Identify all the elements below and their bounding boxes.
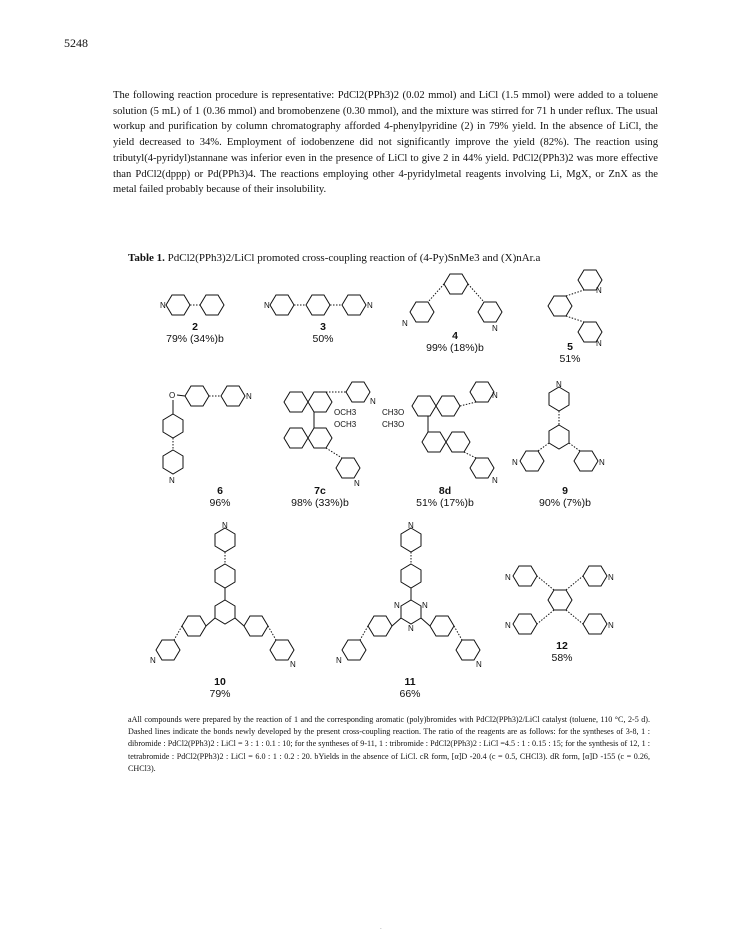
compound-yield: 50% — [312, 333, 334, 345]
atom-label: N — [394, 601, 400, 610]
structure-11 — [336, 522, 486, 672]
compound-4-caption — [410, 330, 500, 354]
atom-label: CH3O — [382, 420, 405, 429]
compound-yield: 90% (7%)b — [539, 497, 591, 509]
atom-label: N — [492, 476, 498, 485]
compound-number: 8d — [438, 485, 452, 497]
atom-label: N — [512, 458, 518, 467]
atom-label: N — [354, 479, 360, 488]
structure-2 — [158, 285, 238, 325]
structure-8 — [382, 382, 502, 490]
atom-label: N — [492, 324, 498, 333]
atom-label: OCH3 — [334, 420, 357, 429]
atom-label: N — [556, 380, 562, 389]
compound-10-caption — [190, 676, 250, 700]
compound-7-caption — [270, 485, 370, 509]
atom-label: N — [476, 660, 482, 669]
table-footnote: aAll compounds were prepared by the reaction of 1 and the corresponding aromatic (poly)bromides with PdCl2(PPh3)2/LiCl catalyst (toluene, 110 °C, 2-5 d). Dashed lines indicate the bonds newly developed by the present cross-coupling reaction. The ratio of the reagents are as follows: for the syntheses of 3-8, 1 : dibromide : PdCl2(PPh3)2 : LiCl = 3 : 1 : 0.1 : 10; for the syntheses of 9-11, 1 : tribromide : PdCl2(PPh3)2 : LiCl =4.5 : 1 : 0.15 : 15; for the synthesis of 12, 1 : tetrabromide : PdCl2(PPh3)2 : LiCl = 6.0 : 1 : 0.2 : 20. bYields in the absence of LiCl. cR form, [α]D -20.4 (c = 0.5, CHCl3). dR form, [α]D -155 (c = 0.26, CHCl3). — [128, 715, 650, 773]
page-number: 5248 — [64, 36, 88, 50]
structure-9 — [512, 380, 622, 483]
atom-label: N — [169, 476, 175, 485]
atom-label: N — [370, 397, 376, 406]
compound-yield: 96% — [209, 497, 231, 509]
compound-yield: 99% (18%)b — [426, 342, 484, 354]
atom-label: N — [608, 573, 614, 582]
compound-yield: 79% — [209, 688, 231, 700]
table-label: Table 1. — [128, 252, 165, 264]
atom-label: N — [367, 301, 373, 310]
body-paragraph: The following reaction procedure is representative: PdCl2(PPh3)2 (0.02 mmol) and LiCl (1.5 mmol) were added to a toluene solution (5 mL) of 1 (0.36 mmol) and bromobenzene (0.30 mmol), and the mixture was stirred for 71 h under reflux. The usual workup and purification by column chromatography afforded 4-phenylpyridine (2) in 79% yield. In the absence of LiCl, the yield decreased to 34%. Employment of iodobenzene did not significantly improve the yield (82%). The reaction using tributyl(4-pyridyl)stannane was inferior even in the presence of LiCl to give 2 in 44% yield. PdCl2(PPh3)2 was more effective than PdCl2(dppp) or Pd(PPh3)4. The reactions employing other 4-pyridylmetal reagents involving Li, MgX, or ZnX as the metal failed probably because of their insolubility. — [113, 90, 658, 196]
structure-10 — [150, 522, 300, 672]
atom-label: O — [169, 391, 176, 400]
atom-label: N — [336, 656, 342, 665]
atom-label: N — [596, 286, 602, 295]
atom-label: N — [408, 624, 414, 633]
compound-number: 3 — [320, 321, 326, 333]
atom-label: N — [492, 391, 498, 400]
atom-label: CH3O — [382, 408, 405, 417]
atom-label: N — [408, 521, 414, 530]
compound-9-caption — [520, 485, 610, 509]
compound-number: 11 — [404, 676, 416, 688]
compound-5-caption — [540, 341, 600, 365]
compound-12-caption — [532, 640, 592, 664]
compound-2-caption — [150, 321, 240, 345]
atom-label: N — [264, 301, 270, 310]
atom-label: N — [599, 458, 605, 467]
atom-label: N — [608, 621, 614, 630]
atom-label: N — [402, 319, 408, 328]
compound-number: 12 — [556, 640, 568, 652]
compound-number: 9 — [562, 485, 568, 497]
compound-yield: 51% — [559, 353, 581, 365]
structure-7 — [270, 382, 380, 490]
compound-8-caption — [395, 485, 495, 509]
bottom-mark: . — [380, 923, 382, 931]
compound-6-caption — [190, 485, 250, 509]
structure-6 — [155, 384, 265, 494]
atom-label: N — [222, 521, 228, 530]
structure-12 — [505, 560, 615, 640]
atom-label: N — [505, 621, 511, 630]
compound-number: 5 — [567, 341, 573, 353]
compound-yield: 58% — [551, 652, 573, 664]
atom-label: OCH3 — [334, 408, 357, 417]
structure-3 — [262, 285, 382, 325]
table-title-text: PdCl2(PPh3)2/LiCl promoted cross-coupling reaction of (4-Py)SnMe3 and (X)nAr.a — [167, 252, 541, 264]
compound-number: 2 — [192, 321, 198, 333]
atom-label: N — [596, 339, 602, 348]
compound-number: 10 — [214, 676, 226, 688]
compound-3-caption — [278, 321, 368, 345]
compound-yield: 51% (17%)b — [416, 497, 474, 509]
compound-yield: 79% (34%)b — [166, 333, 224, 345]
atom-label: N — [505, 573, 511, 582]
atom-label: N — [290, 660, 296, 669]
compound-number: 4 — [452, 330, 458, 342]
atom-label: N — [422, 601, 428, 610]
atom-label: N — [246, 392, 252, 401]
atom-label: N — [160, 301, 166, 310]
compound-yield: 98% (33%)b — [291, 497, 349, 509]
atom-label: N — [150, 656, 156, 665]
compound-11-caption — [380, 676, 440, 700]
compound-yield: 66% — [399, 688, 421, 700]
compound-number: 6 — [217, 485, 223, 497]
table-title — [128, 252, 540, 264]
compound-number: 7c — [314, 485, 326, 497]
